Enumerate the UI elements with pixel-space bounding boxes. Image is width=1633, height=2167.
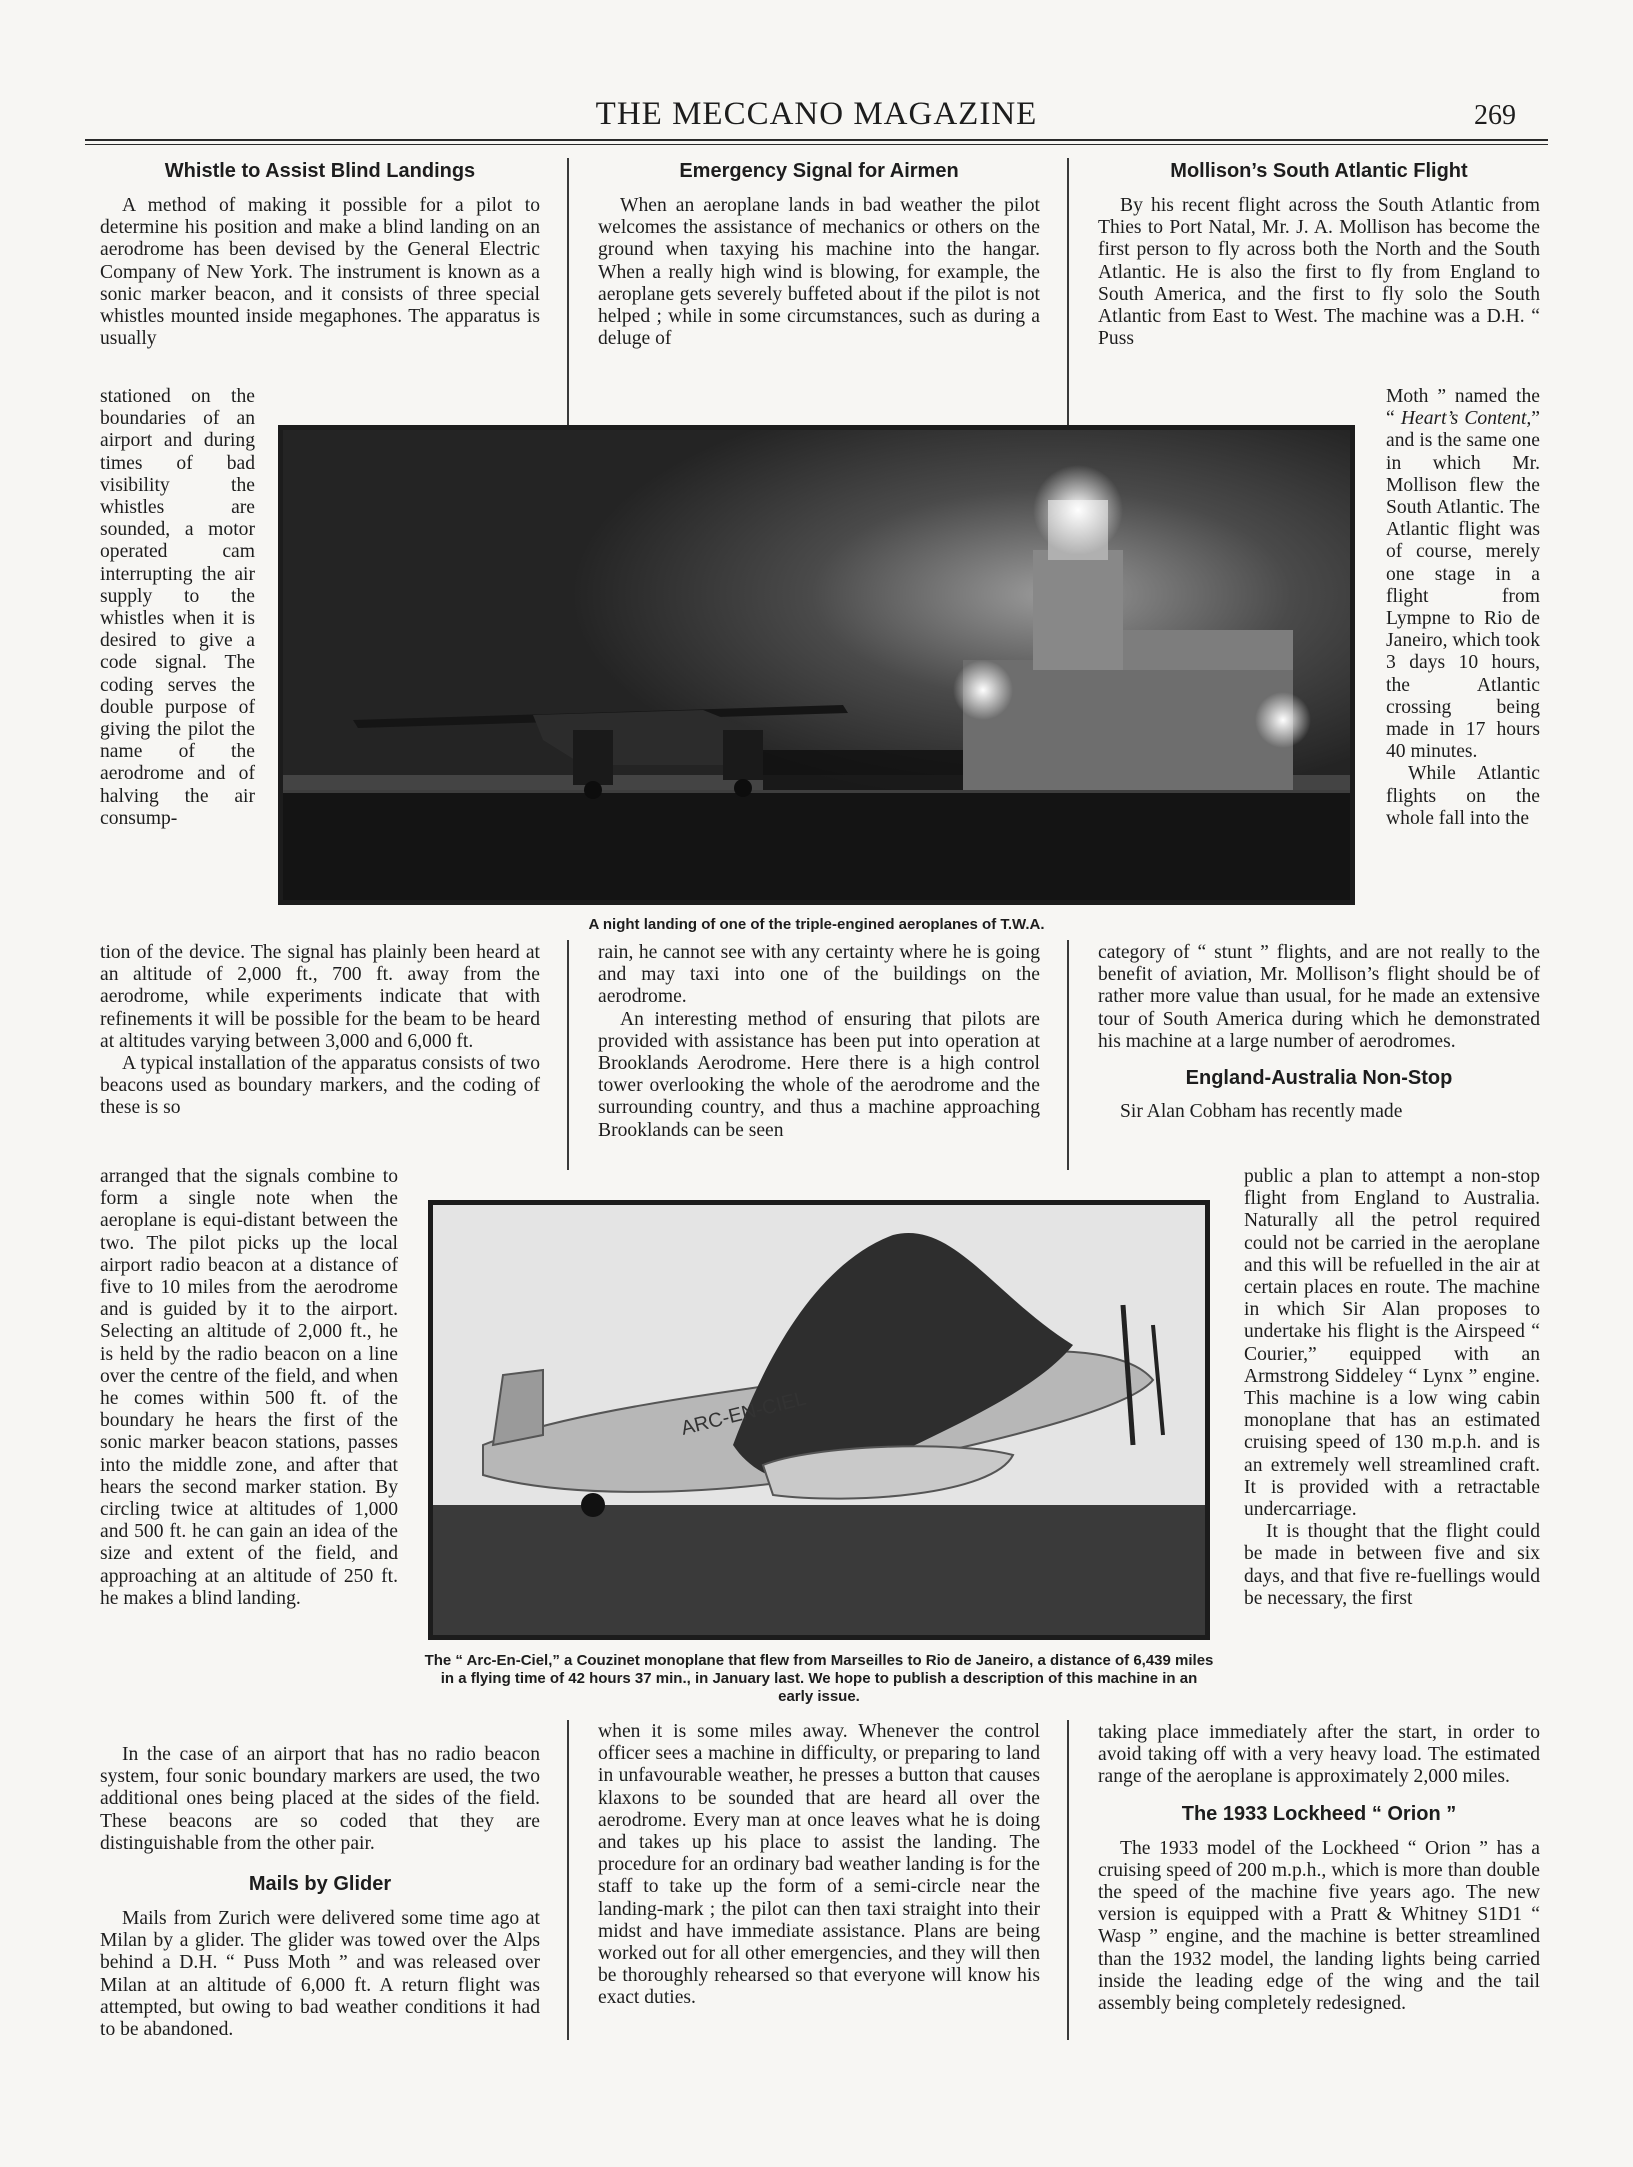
- paragraph: A method of making it possible for a pilot to determine his position and make a blind landing on an aerodrome has been devised by the General Electric Company of New York. The instrument is known as a sonic marker beacon, and it consists of three special whistles mounted inside megaphones. The apparatus is usually: [100, 195, 540, 350]
- paragraph: While Atlantic flights on the whole fall into the: [1386, 763, 1540, 829]
- col3-narrow-2: [1244, 1166, 1540, 1610]
- col1-bottom: [100, 1744, 540, 2041]
- column-rule-1a: [567, 158, 569, 426]
- col1-narrow-1: [100, 386, 255, 830]
- header-rule-bottom: [85, 144, 1548, 145]
- paragraph: It is thought that the flight could be made in between five and six days, and that five re-fuellings would be necessary, the first: [1244, 1521, 1540, 1609]
- col1-middle: [100, 942, 540, 1120]
- paragraph: Mails from Zurich were delivered some time ago at Milan by a glider. The glider was towed over the Alps behind a D.H. “ Puss Moth ” and was released over Milan at an altitude of 6,000 ft. A return flight was attempted, but owing to bad weather conditions it had to be abandoned.: [100, 1908, 540, 2041]
- paragraph: The 1933 model of the Lockheed “ Orion ” has a cruising speed of 200 m.p.h., which is more than double the speed of the machine five years ago. The new version is equipped with a Pratt & Whitney S1D1 “ Wasp ” engine, and the machine is better streamlined than the 1932 model, the landing lights being carried inside the leading edge of the wing and the tail assembly being completely redesigned.: [1098, 1837, 1540, 2015]
- column-rule-2b: [1067, 940, 1069, 1170]
- figure2-caption: The “ Arc-En-Ciel,” a Couzinet monoplane that flew from Marseilles to Rio de Janeiro, a distance of 6,439 miles in a flying time of 42 hours 37 min., in January last. We hope to publish a description of this machine in an early issue.: [424, 1652, 1214, 1705]
- heading-whistle: Whistle to Assist Blind Landings: [164, 160, 476, 182]
- night-landing-photo: [278, 425, 1355, 905]
- paragraph: Sir Alan Cobham has recently made: [1120, 1101, 1403, 1123]
- arc-en-ciel-illustration: [433, 1205, 1205, 1635]
- night-landing-illustration: [283, 430, 1350, 900]
- col2-middle: [598, 942, 1040, 1142]
- fuselage-lettering: ARC-EN-CIEL: [678, 1387, 809, 1440]
- paragraph: By his recent flight across the South Atlantic from Thies to Port Natal, Mr. J. A. Mollison has become the first person to fly across both the North and the South Atlantic. He is also the first to fly from England to South America, and the first to fly solo the South Atlantic from East to West. The machine was a D.H. “ Puss: [1098, 195, 1540, 350]
- paragraph: When an aeroplane lands in bad weather the pilot welcomes the assistance of mechanics or others on the ground when taxying his machine into the hangar. When a really high wind is blowing, for example, the aeroplane gets severely buffeted about if the pilot is not helped ; while in some circumstances, such as during a deluge of: [598, 195, 1040, 350]
- column-rule-2c: [1067, 1720, 1069, 2040]
- figure1-caption: A night landing of one of the triple-engined aeroplanes of T.W.A.: [588, 916, 1045, 933]
- header-rule-top: [85, 139, 1548, 141]
- col1-narrow-2: [100, 1166, 398, 1610]
- col1-text-top: [100, 195, 540, 350]
- col1-top: [100, 160, 540, 350]
- paragraph: category of “ stunt ” flights, and are not really to the benefit of aviation, Mr. Mollison’s flight should be of rather more value than usual, for he made an extensive tour of South America during which he demonstrated his machine at a large number of aerodromes.: [1098, 942, 1540, 1052]
- column-rule-2a: [1067, 158, 1069, 426]
- column-rule-1b: [567, 940, 569, 1170]
- col2-bottom: [598, 1721, 1040, 2010]
- paragraph: An interesting method of ensuring that pilots are provided with assistance has been put into operation at Brooklands Aerodrome. Here there is a high control tower overlooking the whole of the aerodrome and the surrounding country, and thus a machine approaching Brooklands can be seen: [598, 1008, 1040, 1141]
- paragraph: when it is some miles away. Whenever the control officer sees a machine in difficulty, or preparing to land in unfavourable weather, he presses a button that causes klaxons to be sounded that are heard all over the aerodrome. Every man at once leaves what he is doing and takes up his place to assist the landing. The procedure for an ordinary bad weather landing is for the staff to take up the form of a semi-circle near the landing-mark ; the pilot can then taxi straight into their midst and have immediate assistance. Plans are being worked out for all other emergencies, and they will then be thoroughly rehearsed so that everyone will know his exact duties.: [598, 1721, 1040, 2009]
- arc-en-ciel-photo: [428, 1200, 1210, 1640]
- paragraph: tion of the device. The signal has plainly been heard at an altitude of 2,000 ft., 700 ft. away from the aerodrome, while experiments indicate that with refinements it will be possible for the beam to be heard at altitudes varying between 3,000 and 6,000 ft.: [100, 942, 540, 1052]
- paragraph: Moth ” named the “ Heart’s Content,” and is the same one in which Mr. Mollison flew the South Atlantic. The Atlantic flight was of course, merely one stage in a flight from Lympne to Rio de Janeiro, which took 3 days 10 hours, the Atlantic crossing being made in 17 hours 40 minutes.: [1386, 386, 1540, 763]
- heading-england-australia: England-Australia Non-Stop: [1185, 1067, 1453, 1090]
- heading-mails: Mails by Glider: [248, 1873, 392, 1896]
- paragraph: stationed on the boundaries of an airport and during times of bad visibility the whistles are sounded, a motor operated cam interrupting the air supply to the whistles when it is desired to give a code signal. The coding serves the double purpose of giving the pilot the name of the aerodrome and of halving the air consump-: [100, 386, 255, 829]
- col3-narrow-1: [1386, 386, 1540, 830]
- paragraph: A typical installation of the apparatus consists of two beacons used as boundary markers, and the coding of these is so: [100, 1053, 540, 1119]
- col3-bottom: [1098, 1722, 1540, 2015]
- paragraph: taking place immediately after the start, in order to avoid taking off with a very heavy load. The estimated range of the aeroplane is approximately 2,000 miles.: [1098, 1722, 1540, 1788]
- heading-emergency: Emergency Signal for Airmen: [679, 160, 959, 182]
- page-number: 269: [1474, 100, 1516, 131]
- col3-middle: [1098, 942, 1540, 1123]
- col2-top: [598, 160, 1040, 350]
- paragraph: arranged that the signals combine to form a single note when the aeroplane is equi-distant between the two. The pilot picks up the local airport radio beacon at a distance of five to 10 miles from the aerodrome and is guided by it to the airport. Selecting an altitude of 2,000 ft., he is held by the radio beacon on a line over the centre of the field, and when he comes within 500 ft. of the boundary he hears the first of the sonic marker beacon stations, passes into the middle zone, and after that hears the second marker station. By circling twice at altitudes of 1,000 and 500 ft. he can gain an idea of the size and extent of the field, and approaching at an altitude of 250 ft. he makes a blind landing.: [100, 1166, 398, 1609]
- column-rule-1c: [567, 1720, 569, 2040]
- heading-mollison: Mollison’s South Atlantic Flight: [1170, 160, 1468, 182]
- paragraph: In the case of an airport that has no radio beacon system, four sonic boundary markers are used, the two additional ones being placed at the sides of the field. These beacons are so coded that they are distinguishable from the other pair.: [100, 1744, 540, 1854]
- col3-top: [1098, 160, 1540, 350]
- paragraph: public a plan to attempt a non-stop flight from England to Australia. Naturally all the petrol required could not be carried in the aeroplane and this will be refuelled in the air at certain places en route. The machine in which Sir Alan proposes to undertake his flight is the Airspeed “ Courier,” equipped with an Armstrong Siddeley “ Lynx ” engine. This machine is a low wing cabin monoplane that has an estimated cruising speed of 130 m.p.h. and is an extremely well streamlined craft. It is provided with a retractable undercarriage.: [1244, 1166, 1540, 1521]
- heading-lockheed: The 1933 Lockheed “ Orion ”: [1181, 1802, 1457, 1825]
- magazine-title: THE MECCANO MAGAZINE: [595, 96, 1038, 132]
- paragraph: rain, he cannot see with any certainty where he is going and may taxi into one of the buildings on the aerodrome.: [598, 942, 1040, 1008]
